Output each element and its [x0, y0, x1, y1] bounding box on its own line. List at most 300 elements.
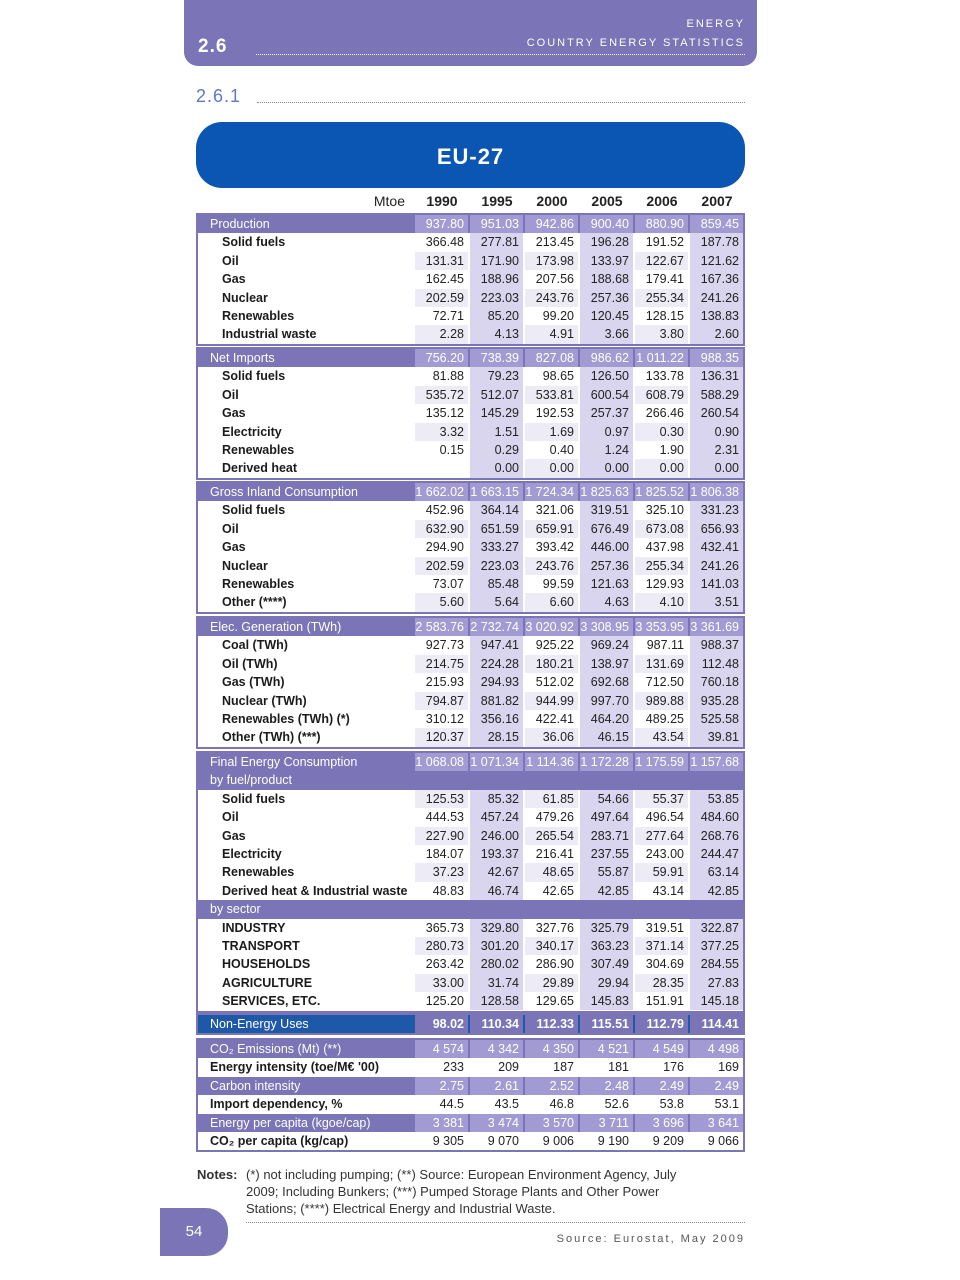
row-label: Gross Inland Consumption: [210, 485, 358, 499]
table-cell: 294.93: [470, 673, 523, 691]
table-row: [198, 845, 743, 863]
table-row: [198, 367, 743, 385]
table-block: [196, 1038, 745, 1152]
table-cell: 2.49: [690, 1077, 743, 1095]
table-cell: 181: [608, 1060, 629, 1075]
table-cell: 85.48: [470, 575, 523, 593]
table-cell: 0.15: [439, 442, 464, 457]
table-cell: 432.41: [690, 538, 743, 556]
table-row: [198, 882, 743, 900]
row-label: Other (TWh) (***): [222, 730, 321, 745]
table-row: [198, 289, 743, 307]
header-subtitle: COUNTRY ENERGY STATISTICS: [526, 37, 745, 49]
table-cell: 588.29: [690, 386, 743, 404]
row-label: Energy intensity (toe/M€ '00): [210, 1060, 379, 1075]
table-cell: 126.50: [580, 367, 633, 385]
table-cell: 241.26: [690, 289, 743, 307]
source-credit: Source: Eurostat, May 2009: [556, 1233, 745, 1245]
table-cell: 246.00: [470, 827, 523, 845]
table-cell: 9 070: [487, 1133, 519, 1148]
table-cell: 85.20: [470, 307, 523, 325]
table-cell: 112.33: [525, 1015, 578, 1033]
table-cell: 535.72: [415, 386, 468, 404]
table-block: [196, 481, 745, 614]
row-label: CO₂ per capita (kg/cap): [210, 1133, 349, 1148]
table-cell: 935.28: [690, 692, 743, 710]
subsection-number: 2.6.1: [196, 86, 242, 106]
table-row: [198, 307, 743, 325]
table-cell: 39.81: [690, 728, 743, 746]
table-cell: 794.87: [415, 692, 468, 710]
header-divider: [256, 54, 745, 55]
table-cell: 944.99: [525, 692, 578, 710]
table-cell: 43.14: [652, 883, 684, 898]
table-cell: 927.73: [425, 638, 464, 653]
table-cell: 673.08: [635, 520, 688, 538]
table-cell: 9 066: [707, 1133, 739, 1148]
table-cell: 760.18: [690, 673, 743, 691]
row-label: Energy per capita (kgoe/cap): [210, 1115, 371, 1130]
table-cell: 310.12: [425, 711, 464, 726]
table-cell: 112.48: [690, 655, 743, 673]
row-label: CO₂ Emissions (Mt) (**): [210, 1042, 342, 1056]
table-cell: 2.60: [690, 325, 743, 343]
table-cell: 0.00: [690, 459, 743, 477]
table-row: [198, 233, 743, 251]
table-cell: 4.13: [470, 325, 523, 343]
table-cell: 0.00: [525, 459, 578, 477]
table-cell: 1 011.22: [635, 349, 688, 367]
row-label: Solid fuels: [222, 235, 286, 250]
row-label: Industrial waste: [222, 327, 317, 342]
table-cell: 223.03: [470, 289, 523, 307]
table-cell: 307.49: [580, 955, 633, 973]
table-cell: 46.8: [549, 1097, 574, 1112]
row-label: Gas: [222, 828, 246, 843]
row-label: Coal (TWh): [222, 638, 288, 653]
table-cell: 331.23: [690, 501, 743, 519]
table-cell: 145.29: [470, 404, 523, 422]
table-cell: 3 308.95: [580, 618, 633, 636]
table-row: [198, 863, 743, 881]
table-cell: 120.37: [415, 728, 468, 746]
table-cell: 319.51: [645, 920, 684, 935]
row-label: Non-Energy Uses: [210, 1017, 309, 1031]
table-cell: 464.20: [580, 710, 633, 728]
table-cell: 1 068.08: [415, 753, 468, 771]
table-cell: 63.14: [690, 863, 743, 881]
table-cell: 227.90: [415, 827, 468, 845]
table-cell: 9 209: [652, 1133, 684, 1148]
year-header: 2007: [701, 193, 733, 209]
table-cell: 325.79: [580, 919, 633, 937]
table-cell: 4 350: [525, 1040, 578, 1058]
table-cell: 989.88: [635, 692, 688, 710]
table-cell: 48.65: [525, 863, 578, 881]
table-cell: 322.87: [690, 919, 743, 937]
table-cell: 28.15: [470, 728, 523, 746]
table-row: [198, 557, 743, 575]
table-row: [198, 1132, 743, 1150]
row-label: Solid fuels: [222, 791, 286, 806]
table-cell: 0.00: [635, 459, 688, 477]
table-cell: 138.97: [580, 655, 633, 673]
table-cell: 179.41: [645, 272, 684, 287]
table-row: [198, 1040, 743, 1058]
table-cell: 325.10: [645, 503, 684, 518]
table-cell: 3 641: [690, 1114, 743, 1132]
table-cell: 286.90: [535, 957, 574, 972]
row-label: Solid fuels: [222, 369, 286, 384]
table-cell: 55.37: [635, 790, 688, 808]
row-label: Renewables (TWh) (*): [222, 711, 350, 726]
table-row: [198, 593, 743, 611]
section-number: 2.6: [198, 36, 228, 57]
table-cell: 3 361.69: [690, 618, 743, 636]
table-cell: 356.16: [470, 710, 523, 728]
table-row: [198, 618, 743, 636]
table-cell: 676.49: [580, 520, 633, 538]
table-cell: 260.54: [690, 404, 743, 422]
row-label: Net Imports: [210, 351, 275, 365]
table-cell: 257.36: [580, 289, 633, 307]
table-cell: 176: [663, 1060, 684, 1075]
table-cell: 133.97: [580, 252, 633, 270]
table-cell: 112.79: [635, 1015, 688, 1033]
table-cell: 9 305: [432, 1133, 464, 1148]
table-cell: 497.64: [580, 808, 633, 826]
table-cell: 4.63: [580, 593, 633, 611]
table-cell: 0.00: [470, 459, 523, 477]
table-row: [198, 771, 743, 789]
table-cell: 4 521: [580, 1040, 633, 1058]
row-label: Renewables: [222, 442, 295, 457]
table-row: [198, 325, 743, 343]
table-cell: 36.06: [525, 728, 578, 746]
year-header: 1990: [426, 193, 458, 209]
table-cell: 2.49: [635, 1077, 688, 1095]
table-cell: 452.96: [425, 503, 464, 518]
table-cell: 2.28: [415, 325, 468, 343]
table-cell: 363.23: [580, 937, 633, 955]
table-cell: 329.80: [470, 919, 523, 937]
table-cell: 42.85: [580, 882, 633, 900]
table-row: [198, 1095, 743, 1113]
table-cell: 53.8: [659, 1097, 684, 1112]
table-cell: 3 696: [635, 1114, 688, 1132]
table-cell: 28.35: [635, 974, 688, 992]
table-row: [198, 992, 743, 1010]
table-cell: 3.66: [580, 325, 633, 343]
row-label: Oil: [222, 810, 239, 825]
row-label: TRANSPORT: [222, 938, 300, 953]
table-cell: 209: [498, 1060, 519, 1075]
table-cell: 98.65: [542, 369, 574, 384]
table-cell: 304.69: [645, 957, 684, 972]
table-cell: 371.14: [635, 937, 688, 955]
table-cell: 377.25: [690, 937, 743, 955]
table-cell: 457.24: [470, 808, 523, 826]
row-label: Other (****): [222, 595, 287, 610]
table-row: [198, 538, 743, 556]
table-cell: 48.83: [432, 883, 464, 898]
row-label: HOUSEHOLDS: [222, 957, 311, 972]
table-cell: 512.02: [535, 675, 574, 690]
table-cell: 4 498: [690, 1040, 743, 1058]
table-cell: 2.31: [690, 441, 743, 459]
table-cell: 444.53: [425, 810, 464, 825]
table-row: [198, 404, 743, 422]
table-cell: 277.64: [635, 827, 688, 845]
table-cell: 301.20: [470, 937, 523, 955]
table-cell: 237.55: [580, 845, 633, 863]
table-cell: 319.51: [580, 501, 633, 519]
table-cell: 98.02: [415, 1015, 468, 1033]
row-label: Derived heat: [222, 461, 298, 476]
table-cell: 988.35: [690, 349, 743, 367]
row-label: Final Energy Consumption: [210, 755, 358, 769]
table-cell: 489.25: [645, 711, 684, 726]
table-cell: 79.23: [470, 367, 523, 385]
table-cell: 42.65: [542, 883, 574, 898]
table-cell: 364.14: [470, 501, 523, 519]
table-cell: 1 172.28: [580, 753, 633, 771]
table-cell: 196.28: [580, 233, 633, 251]
table-cell: 121.63: [580, 575, 633, 593]
table-row: [198, 919, 743, 937]
table-cell: 5.60: [415, 593, 468, 611]
row-label: Electricity: [222, 846, 282, 861]
table-cell: 659.91: [525, 520, 578, 538]
table-cell: 145.18: [690, 992, 743, 1010]
table-cell: 3.80: [635, 325, 688, 343]
table-row: [198, 636, 743, 654]
table-block: [196, 213, 745, 346]
table-cell: 3 381: [415, 1114, 468, 1132]
table-cell: 37.23: [415, 863, 468, 881]
table-cell: 422.41: [535, 711, 574, 726]
table-cell: 214.75: [415, 655, 468, 673]
table-cell: 33.00: [415, 974, 468, 992]
table-cell: 202.59: [415, 289, 468, 307]
table-row: [198, 753, 743, 771]
table-cell: 608.79: [635, 386, 688, 404]
table-cell: 947.41: [470, 636, 523, 654]
table-row: [198, 215, 743, 233]
table-cell: 4 574: [415, 1040, 468, 1058]
table-cell: 1.51: [470, 423, 523, 441]
table-cell: 0.97: [580, 423, 633, 441]
row-label: Renewables: [222, 865, 295, 880]
table-cell: 173.98: [525, 252, 578, 270]
row-label: Derived heat & Industrial waste: [222, 883, 408, 898]
table-cell: 138.83: [690, 307, 743, 325]
table-cell: 900.40: [580, 215, 633, 233]
table-cell: 169: [718, 1060, 739, 1075]
table-row: [198, 808, 743, 826]
table-cell: 131.31: [415, 252, 468, 270]
row-label: Import dependency, %: [210, 1097, 343, 1112]
table-cell: 340.17: [525, 937, 578, 955]
table-cell: 46.15: [580, 728, 633, 746]
table-cell: 233: [443, 1060, 464, 1075]
table-row: [198, 483, 743, 501]
table-cell: 1 071.34: [470, 753, 523, 771]
row-label: Carbon intensity: [210, 1078, 301, 1093]
table-cell: 52.6: [604, 1097, 629, 1112]
table-cell: 2 583.76: [415, 618, 468, 636]
row-label: Oil (TWh): [222, 656, 278, 671]
table-cell: 827.08: [525, 349, 578, 367]
table-cell: 479.26: [535, 810, 574, 825]
table-cell: 136.31: [690, 367, 743, 385]
table-cell: 496.54: [645, 810, 684, 825]
table-cell: 133.78: [645, 369, 684, 384]
table-cell: 4 549: [635, 1040, 688, 1058]
table-cell: 43.5: [494, 1097, 519, 1112]
row-label: Renewables: [222, 308, 295, 323]
table-cell: 44.5: [439, 1097, 464, 1112]
table-cell: 171.90: [470, 252, 523, 270]
table-cell: 600.54: [580, 386, 633, 404]
table-cell: 525.58: [690, 710, 743, 728]
table-cell: 265.54: [525, 827, 578, 845]
year-header: 1995: [481, 193, 513, 209]
table-cell: 437.98: [645, 540, 684, 555]
table-cell: 145.83: [580, 992, 633, 1010]
table-cell: 120.45: [580, 307, 633, 325]
table-cell: 393.42: [535, 540, 574, 555]
table-cell: 997.70: [580, 692, 633, 710]
table-cell: 366.48: [425, 235, 464, 250]
table-cell: 277.81: [470, 233, 523, 251]
table-cell: 0.30: [635, 423, 688, 441]
table-row: [198, 386, 743, 404]
table-row: [198, 270, 743, 288]
table-cell: 129.65: [535, 994, 574, 1009]
table-cell: 43.54: [635, 728, 688, 746]
table-cell: 2.48: [580, 1077, 633, 1095]
table-cell: 2.61: [470, 1077, 523, 1095]
table-cell: 1.69: [525, 423, 578, 441]
table-cell: 162.45: [425, 272, 464, 287]
row-label: Production: [210, 217, 270, 231]
row-label: by sector: [210, 902, 261, 917]
table-cell: 42.85: [690, 882, 743, 900]
table-cell: 3 020.92: [525, 618, 578, 636]
table-cell: 29.89: [525, 974, 578, 992]
table-cell: 257.36: [580, 557, 633, 575]
table-cell: 3 570: [525, 1114, 578, 1132]
table-cell: 135.12: [425, 406, 464, 421]
table-row: [198, 349, 743, 367]
table-cell: 114.41: [690, 1015, 743, 1033]
table-row: [198, 974, 743, 992]
table-cell: 187: [553, 1060, 574, 1075]
table-cell: 632.90: [415, 520, 468, 538]
table-row: [198, 827, 743, 845]
table-cell: 29.94: [580, 974, 633, 992]
table-cell: 1.24: [580, 441, 633, 459]
table-row: [198, 1015, 743, 1033]
row-label: Oil: [222, 521, 239, 536]
table-cell: 2 732.74: [470, 618, 523, 636]
table-cell: 141.03: [690, 575, 743, 593]
table-row: [198, 728, 743, 746]
table-cell: 128.15: [645, 308, 684, 323]
table-cell: 125.53: [415, 790, 468, 808]
table-cell: 6.60: [525, 593, 578, 611]
table-cell: 243.76: [525, 289, 578, 307]
table-cell: 692.68: [580, 673, 633, 691]
row-label: Nuclear: [222, 558, 268, 573]
table-cell: 2.75: [415, 1077, 468, 1095]
table-row: [198, 955, 743, 973]
table-cell: 192.53: [535, 406, 574, 421]
page-header: [184, 0, 757, 66]
table-cell: 937.80: [415, 215, 468, 233]
region-banner: EU-27: [196, 122, 745, 188]
table-cell: 988.37: [690, 636, 743, 654]
table-cell: 53.85: [690, 790, 743, 808]
table-cell: 1.90: [659, 442, 684, 457]
page-number: 54: [160, 1208, 228, 1256]
table-cell: 365.73: [425, 920, 464, 935]
table-cell: 1 157.68: [690, 753, 743, 771]
table-cell: 81.88: [432, 369, 464, 384]
table-row: [198, 501, 743, 519]
table-row: [198, 655, 743, 673]
table-cell: 55.87: [580, 863, 633, 881]
table-cell: 216.41: [535, 846, 574, 861]
table-cell: 1 825.52: [635, 483, 688, 501]
table-cell: 241.26: [690, 557, 743, 575]
table-cell: 131.69: [635, 655, 688, 673]
table-row: [198, 575, 743, 593]
table-cell: 193.37: [470, 845, 523, 863]
table-cell: 184.07: [425, 846, 464, 861]
table-row: [198, 692, 743, 710]
table-cell: 224.28: [470, 655, 523, 673]
table-cell: 188.68: [580, 270, 633, 288]
row-label: Elec. Generation (TWh): [210, 620, 342, 634]
table-cell: 712.50: [645, 675, 684, 690]
table-cell: 859.45: [690, 215, 743, 233]
year-header: 2006: [646, 193, 678, 209]
table-cell: 5.64: [470, 593, 523, 611]
row-label: by fuel/product: [210, 773, 292, 788]
table-cell: 243.76: [525, 557, 578, 575]
table-cell: 951.03: [470, 215, 523, 233]
table-cell: 207.56: [535, 272, 574, 287]
table-row: [198, 900, 743, 918]
row-label: Nuclear (TWh): [222, 693, 307, 708]
table-cell: 1 663.15: [470, 483, 523, 501]
table-row: [198, 252, 743, 270]
table-cell: 333.27: [470, 538, 523, 556]
table-cell: 61.85: [525, 790, 578, 808]
table-cell: 0.90: [690, 423, 743, 441]
table-cell: 327.76: [535, 920, 574, 935]
row-label: Gas: [222, 540, 246, 555]
subsection-divider: [257, 102, 745, 103]
table-cell: 0.29: [470, 441, 523, 459]
table-cell: 115.51: [580, 1015, 633, 1033]
table-cell: 125.20: [425, 994, 464, 1009]
table-cell: 942.86: [525, 215, 578, 233]
table-cell: 656.93: [690, 520, 743, 538]
table-cell: 1 724.34: [525, 483, 578, 501]
